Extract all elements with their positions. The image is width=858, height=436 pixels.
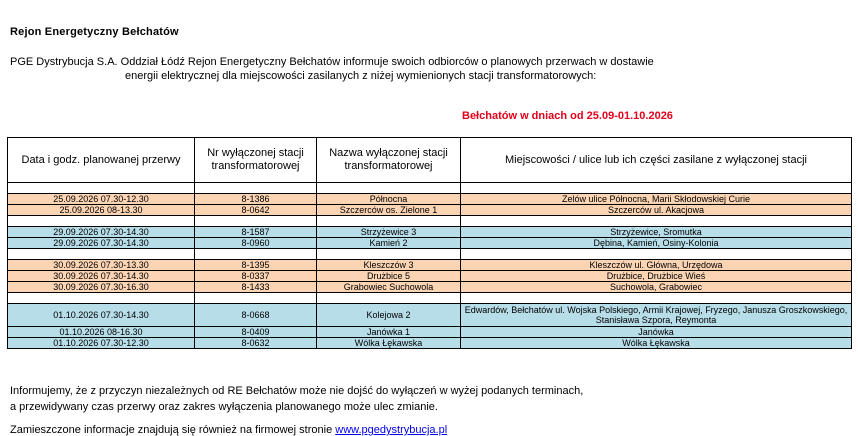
header-station-name: Nazwa wyłączonej stacji transformatorowej: [317, 138, 461, 183]
region-title: Rejon Energetyczny Bełchatów: [10, 26, 179, 38]
cell-locations: Szczerców ul. Akacjowa: [461, 205, 852, 216]
website-link[interactable]: www.pgedystrybucja.pl: [335, 424, 448, 436]
cell-station-number: 8-1395: [195, 260, 317, 271]
table-row: [8, 205, 852, 216]
notice-line1: Informujemy, że z przyczyn niezależnych od RE Bełchatów może nie dojść do wyłączeń w wyżej podanych terminach,: [10, 385, 584, 397]
cell-date: 01.10.2026 08-16.30: [8, 327, 195, 338]
spacer-cell: [8, 293, 195, 304]
spacer-cell: [195, 293, 317, 304]
table-row: [8, 304, 852, 327]
cell-locations: Edwardów, Bełchatów ul. Wojska Polskiego, Armii Krajowej, Fryzego, Janusza Groszkowskiego, Stanisława Szpora, Reymonta: [461, 304, 852, 327]
table-row: [8, 260, 852, 271]
spacer-row: [8, 293, 852, 304]
cell-date: 01.10.2026 07.30-12.30: [8, 338, 195, 349]
spacer-cell: [8, 249, 195, 260]
cell-date: 29.09.2026 07.30-14.30: [8, 238, 195, 249]
cell-station-name: Kamień 2: [317, 238, 461, 249]
cell-locations: Drużbice, Drużbice Wieś: [461, 271, 852, 282]
header-date: Data i godz. planowanej przerwy: [8, 138, 195, 183]
spacer-cell: [8, 216, 195, 227]
spacer-row: [8, 183, 852, 194]
spacer-cell: [461, 183, 852, 194]
table-body: [8, 183, 852, 349]
cell-date: 30.09.2026 07.30-16.30: [8, 282, 195, 293]
cell-station-name: Wólka Łękawska: [317, 338, 461, 349]
header-locations: Miejscowości / ulice lub ich części zasilane z wyłączonej stacji: [461, 138, 852, 183]
cell-station-name: Północna: [317, 194, 461, 205]
cell-station-number: 8-1433: [195, 282, 317, 293]
spacer-cell: [461, 249, 852, 260]
cell-station-name: Kleszczów 3: [317, 260, 461, 271]
cell-date: 30.09.2026 07.30-13.30: [8, 260, 195, 271]
cell-locations: Zelów ulice Północna, Marii Skłodowskiej Curie: [461, 194, 852, 205]
cell-station-number: 8-1386: [195, 194, 317, 205]
spacer-cell: [8, 183, 195, 194]
table-row: [8, 327, 852, 338]
spacer-cell: [317, 216, 461, 227]
intro-text-line2: energii elektrycznej dla miejscowości zasilanych z niżej wymienionych stacji transformatorowych:: [125, 70, 597, 82]
intro-text-line1: PGE Dystrybucja S.A. Oddział Łódź Rejon Energetyczny Bełchatów informuje swoich odbiorców o planowych przerwach w dostawie: [10, 56, 654, 68]
cell-date: 25.09.2026 07.30-12.30: [8, 194, 195, 205]
cell-station-name: Szczerców os. Zielone 1: [317, 205, 461, 216]
spacer-row: [8, 216, 852, 227]
cell-locations: Wólka Łękawska: [461, 338, 852, 349]
cell-station-number: 8-0668: [195, 304, 317, 327]
spacer-cell: [317, 293, 461, 304]
table-row: [8, 227, 852, 238]
header-station-number: Nr wyłączonej stacji transformatorowej: [195, 138, 317, 183]
cell-locations: Suchowola, Grabowiec: [461, 282, 852, 293]
cell-date: 29.09.2026 07.30-14.30: [8, 227, 195, 238]
table-row: [8, 338, 852, 349]
spacer-cell: [195, 183, 317, 194]
spacer-cell: [461, 293, 852, 304]
table-row: [8, 282, 852, 293]
cell-date: 01.10.2026 07.30-14.30: [8, 304, 195, 327]
period-heading: Bełchatów w dniach od 25.09-01.10.2026: [462, 110, 673, 122]
table-row: [8, 271, 852, 282]
spacer-cell: [195, 216, 317, 227]
cell-station-name: Drużbice 5: [317, 271, 461, 282]
cell-station-number: 8-0409: [195, 327, 317, 338]
cell-station-name: Grabowiec Suchowola: [317, 282, 461, 293]
table-row: [8, 194, 852, 205]
cell-locations: Strzyżewice, Sromutka: [461, 227, 852, 238]
footer-note: [10, 424, 447, 436]
cell-station-number: 8-0642: [195, 205, 317, 216]
spacer-cell: [461, 216, 852, 227]
cell-station-name: Janówka 1: [317, 327, 461, 338]
footer-text: Zamieszczone informacje znajdują się również na firmowej stronie: [10, 424, 333, 436]
cell-locations: Dębina, Kamień, Osiny-Kolonia: [461, 238, 852, 249]
cell-station-name: Kolejowa 2: [317, 304, 461, 327]
cell-locations: Janówka: [461, 327, 852, 338]
cell-station-name: Strzyżewice 3: [317, 227, 461, 238]
cell-locations: Kleszczów ul. Główna, Urzędowa: [461, 260, 852, 271]
spacer-row: [8, 249, 852, 260]
spacer-cell: [317, 183, 461, 194]
cell-station-number: 8-0632: [195, 338, 317, 349]
notice-line2: a przewidywany czas przerwy oraz zakres wyłączenia planowanego może ulec zmianie.: [10, 401, 438, 413]
cell-date: 30.09.2026 07.30-14.30: [8, 271, 195, 282]
spacer-cell: [317, 249, 461, 260]
table-header-row: [8, 138, 852, 183]
cell-station-number: 8-1587: [195, 227, 317, 238]
cell-date: 25.09.2026 08-13.30: [8, 205, 195, 216]
table-row: [8, 238, 852, 249]
spacer-cell: [195, 249, 317, 260]
cell-station-number: 8-0337: [195, 271, 317, 282]
outage-table: [7, 137, 852, 349]
cell-station-number: 8-0960: [195, 238, 317, 249]
